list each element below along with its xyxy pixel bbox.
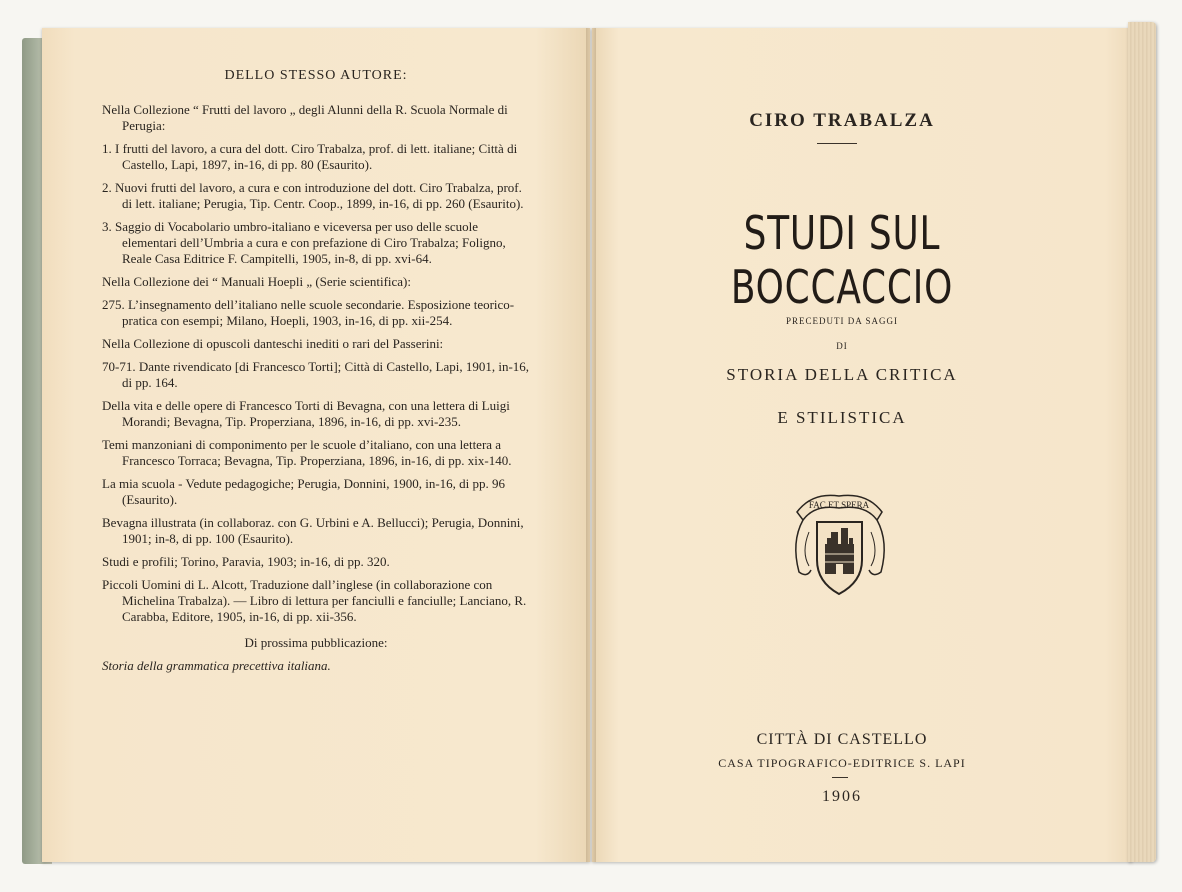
- bibliography-entry: Bevagna illustrata (in collaboraz. con G. Urbini e A. Bellucci); Perugia, Donnini, 1901; in-8, di pp. 100 (Esaurito).: [102, 515, 524, 546]
- bibliography-entry: 2. Nuovi frutti del lavoro, a cura e con introduzione del dott. Ciro Trabalza, prof. di lett. italiane; Perugia, Tip. Centr. Coop., 1899, in-16, di pp. 260 (Esaurito).: [102, 180, 524, 211]
- bibliography-heading: DELLO STESSO AUTORE:: [224, 68, 408, 83]
- page-fore-edge: [1128, 22, 1156, 862]
- imprint-city: CITTÀ DI CASTELLO: [756, 731, 928, 748]
- bibliography-entry: Nella Collezione “ Frutti del lavoro „ degli Alunni della R. Scuola Normale di Perugia:: [102, 102, 508, 133]
- bibliography-entry: Nella Collezione di opuscoli danteschi inediti o rari del Passerini:: [102, 336, 444, 351]
- bibliography-entry: 3. Saggio di Vocabolario umbro-italiano e viceversa per uso delle scuole elementari dell’Umbria a cura e con prefazione di Ciro Trabalza; Foligno, Reale Casa Editrice F. Campitelli, 1905, in-8, di pp. xvi-64.: [102, 219, 506, 266]
- subtitle-small-di: DI: [836, 341, 848, 351]
- publisher-emblem-icon: [787, 482, 892, 600]
- title-page: [592, 0, 1092, 892]
- book-title: STUDI SUL BOCCACCIO: [730, 206, 954, 314]
- imprint-publisher: CASA TIPOGRAFICO-EDITRICE S. LAPI: [718, 756, 966, 770]
- bibliography-entry: La mia scuola - Vedute pedagogiche; Perugia, Donnini, 1900, in-16, di pp. 96 (Esaurito).: [102, 476, 506, 507]
- bibliography-entry: Temi manzoniani di componimento per le scuole d’italiano, con una lettera a Francesco Torraca; Bevagna, Tip. Properziana, 1896, in-16, di pp. xix-140.: [102, 437, 512, 468]
- subtitle-small: PRECEDUTI DA SAGGI: [785, 316, 898, 326]
- forthcoming-title: Storia della grammatica precettiva italiana.: [102, 658, 331, 673]
- author-name: CIRO TRABALZA: [749, 110, 935, 131]
- bibliography-entry: Nella Collezione dei “ Manuali Hoepli „ (Serie scientifica):: [102, 274, 411, 289]
- bibliography-entry: Studi e profili; Torino, Paravia, 1903; in-16, di pp. 320.: [102, 554, 390, 569]
- subtitle-line-1: STORIA DELLA CRITICA: [726, 365, 958, 384]
- divider-rule: [817, 143, 857, 144]
- divider-rule-small: [832, 777, 848, 778]
- bibliography-entry: Piccoli Uomini di L. Alcott, Traduzione dall’inglese (in collaborazione con Michelina Trabalza). — Libro di lettura per fanciulli e fanciulle; Lanciano, R. Carabba, Editore, 1905, in-16, di pp. xii-356.: [102, 577, 527, 624]
- bibliography-entry: 1. I frutti del lavoro, a cura del dott. Ciro Trabalza, prof. di lett. italiane; Città di Castello, Lapi, 1897, in-16, di pp. 80 (Esaurito).: [102, 141, 518, 172]
- subtitle-line-2: E STILISTICA: [777, 408, 907, 427]
- bibliography-entry: 275. L’insegnamento dell’italiano nelle scuole secondarie. Esposizione teorico-pratica con esempi; Milano, Hoepli, 1903, in-16, di pp. xii-254.: [102, 297, 515, 328]
- emblem-motto: FAC ET SPERA: [808, 500, 870, 510]
- bibliography-entry: 70-71. Dante rivendicato [di Francesco Torti]; Città di Castello, Lapi, 1901, in-16, di pp. 164.: [102, 359, 530, 390]
- imprint-year: 1906: [822, 788, 862, 805]
- forthcoming-label: Di prossima pubblicazione:: [244, 635, 388, 650]
- left-page-text: [102, 68, 530, 681]
- bibliography-entry: Della vita e delle opere di Francesco Torti di Bevagna, con una lettera di Luigi Morandi; Bevagna, Tip. Properziana, 1896, in-16, di pp. xvi-235.: [102, 398, 510, 429]
